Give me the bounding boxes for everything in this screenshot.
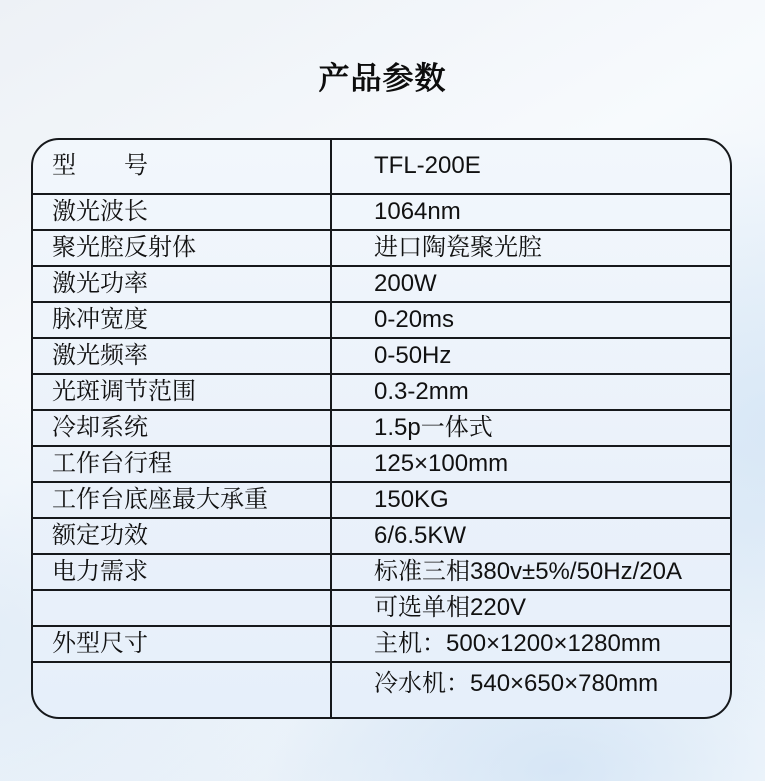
param-label: 激光频率 [33,339,332,373]
table-row [33,411,730,447]
param-label: 额定功效 [33,519,332,553]
table-row [33,267,730,303]
param-value: 200W [374,269,437,297]
param-label: 光斑调节范围 [33,375,332,409]
table-row [33,195,730,231]
param-value: 6/6.5KW [374,521,467,549]
param-label: 型 号 [33,140,332,193]
param-label [33,663,332,717]
param-value: 1.5p一体式 [374,413,493,441]
param-label: 激光功率 [33,267,332,301]
param-label: 外型尺寸 [33,627,332,661]
param-value: 0.3-2mm [374,377,469,405]
table-row [33,555,730,591]
param-label: 脉冲宽度 [33,303,332,337]
param-value: 150KG [374,485,449,513]
param-label: 电力需求 [33,555,332,589]
table-row [33,339,730,375]
param-label: 工作台底座最大承重 [33,483,332,517]
spec-table [31,138,732,719]
param-value: 1064nm [374,197,461,225]
page-title: 产品参数 [318,61,447,96]
table-row [33,231,730,267]
param-label: 工作台行程 [33,447,332,481]
param-label: 激光波长 [33,195,332,229]
table-row [33,447,730,483]
param-value: 125×100mm [374,449,509,477]
table-row [33,483,730,519]
param-value: 可选单相220V [374,593,527,621]
param-value: 0-50Hz [374,341,452,369]
param-value: 进口陶瓷聚光腔 [374,233,542,261]
table-row [33,591,730,627]
table-row [33,375,730,411]
table-row [33,519,730,555]
param-value: 0-20ms [374,305,455,333]
param-value: TFL-200E [374,152,481,180]
param-value: 标准三相380v±5%/50Hz/20A [374,557,682,585]
param-label [33,591,332,625]
param-value: 冷水机：540×650×780mm [374,670,659,697]
table-row [33,303,730,339]
table-row [33,140,730,195]
param-value: 主机：500×1200×1280mm [374,629,661,657]
table-row [33,627,730,663]
table-row [33,663,730,717]
param-label: 冷却系统 [33,411,332,445]
param-label: 聚光腔反射体 [33,231,332,265]
